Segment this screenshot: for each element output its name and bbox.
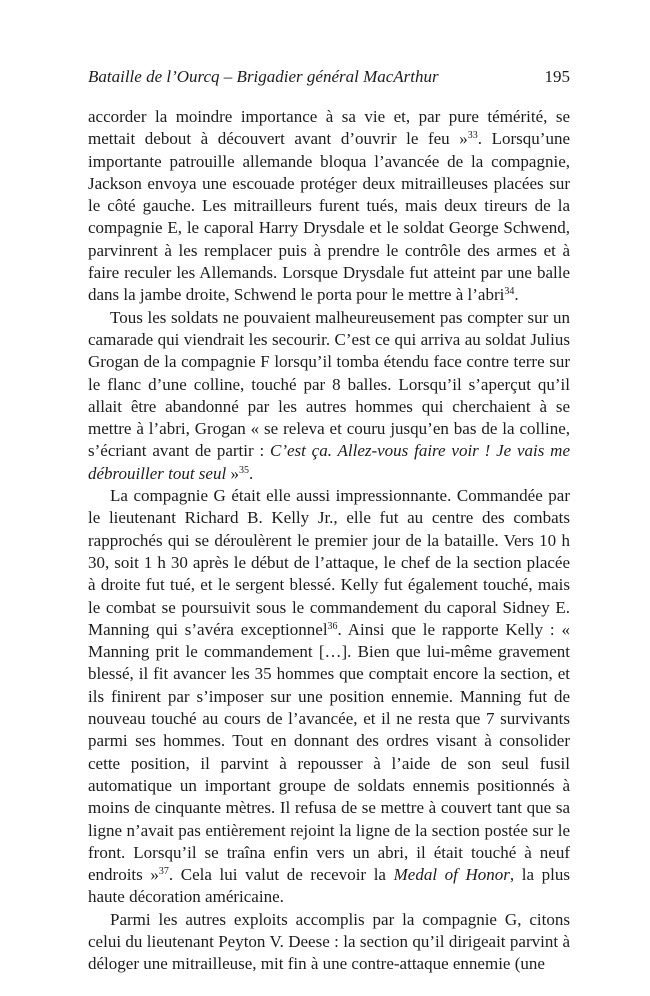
text-span: Tous les soldats ne pouvaient malheureusement pas compter sur un camarade qui viendrait les secourir. C’est ce qui arriva au soldat Julius Grogan de la compagnie F lorsqu’il tomba étendu face contre terre sur le flanc d’une colline, touché par 8 balles. Lorsqu’il s’aperçut qu’il allait être abandonné par les autres hommes qui cherchaient à se mettre à l’abri, Grogan « se releva et couru jusqu’en bas de la colline, s’écriant avant de partir : bbox=[88, 307, 570, 461]
italic-quote: C’est ça. Allez-vous faire voir ! Je vais me débrouiller tout seul bbox=[88, 441, 570, 483]
text-span: . bbox=[248, 463, 254, 483]
text-span: . Ainsi que le rapporte Kelly : « Manning prit le commandement […]. Bien que lui-même gravement blessé, il fit avancer les 35 hommes que comptait encore la section, et ils finirent par s’imposer sur une position ennemie. Manning fut de nouveau touché au cours de l’avancée, et il ne resta que 7 survivants parmi ses hommes. Tout en donnant des ordres visant à consolider cette position, il parvint à repousser à l’aide de son seul fusil automatique un important groupe de soldats ennemis positionnés à moins de cinquante mètres. Il refusa de se mettre à couvert tant que sa ligne n’avait pas entièrement rejoint la ligne de la section postée sur le front. Lorsqu’il se traîna enfin vers un abri, il était touché à neuf endroits » bbox=[88, 619, 570, 885]
running-header bbox=[88, 64, 570, 106]
text-span: , la plus haute décoration américaine. bbox=[88, 865, 571, 907]
paragraph-1 bbox=[88, 106, 570, 307]
text-span: . Lorsqu’une importante patrouille allemande bloqua l’avancée de la compagnie, Jackson envoya une escouade protéger deux mitrailleuses placées sur le côté gauche. Les mitrailleurs furent tués, mais deux tireurs de la compagnie E, le caporal Harry Drysdale et le soldat George Schwend, parvinrent à les remplacer puis à prendre le contrôle des armes et à faire reculer les Allemands. Lorsque Drysdale fut atteint par une balle dans la jambe droite, Schwend le porta pour le mettre à l’abri bbox=[88, 129, 570, 305]
paragraph-2 bbox=[88, 307, 570, 485]
text-span: Parmi les autres exploits accomplis par la compagnie G, citons celui du lieutenant Peyton V. Deese : la section qu’il dirigeait parvint à déloger une mitrailleuse, mit fin à une contre-attaque ennemie (une bbox=[88, 909, 570, 974]
text-span: accorder la moindre importance à sa vie et, par pure témérité, se mettait debout à découvert avant d’ouvrir le feu » bbox=[88, 107, 570, 149]
footnote-ref-33: 33 bbox=[467, 130, 478, 142]
footnote-ref-34: 34 bbox=[504, 286, 515, 298]
paragraph-4 bbox=[88, 909, 570, 976]
paragraph-3 bbox=[88, 485, 570, 909]
text-span: . bbox=[514, 285, 519, 305]
text-span: . Cela lui valut de recevoir la bbox=[168, 865, 394, 885]
text-span: La compagnie G était elle aussi impressionnante. Commandée par le lieutenant Richard B. Kelly Jr., elle fut au centre des combats rapprochés qui se déroulèrent le premier jour de la bataille. Vers 10 h 30, soit 1 h 30 après le début de l’attaque, le chef de la section placée à droite fut tué, et le sergent blessé. Kelly fut également touché, mais le combat se poursuivit sous le commandement du caporal Sidney E. Manning qui s’avéra exceptionnel bbox=[88, 486, 570, 639]
text-span: » bbox=[226, 463, 239, 483]
italic-medal-name: Medal of Honor bbox=[393, 865, 510, 885]
page-number: 195 bbox=[544, 67, 570, 86]
footnote-ref-35: 35 bbox=[238, 464, 249, 476]
body-text bbox=[88, 106, 570, 976]
running-title: Bataille de l’Ourcq – Brigadier général MacArthur bbox=[88, 67, 439, 86]
book-page bbox=[88, 64, 570, 976]
footnote-ref-37: 37 bbox=[158, 866, 169, 878]
footnote-ref-36: 36 bbox=[327, 620, 338, 632]
